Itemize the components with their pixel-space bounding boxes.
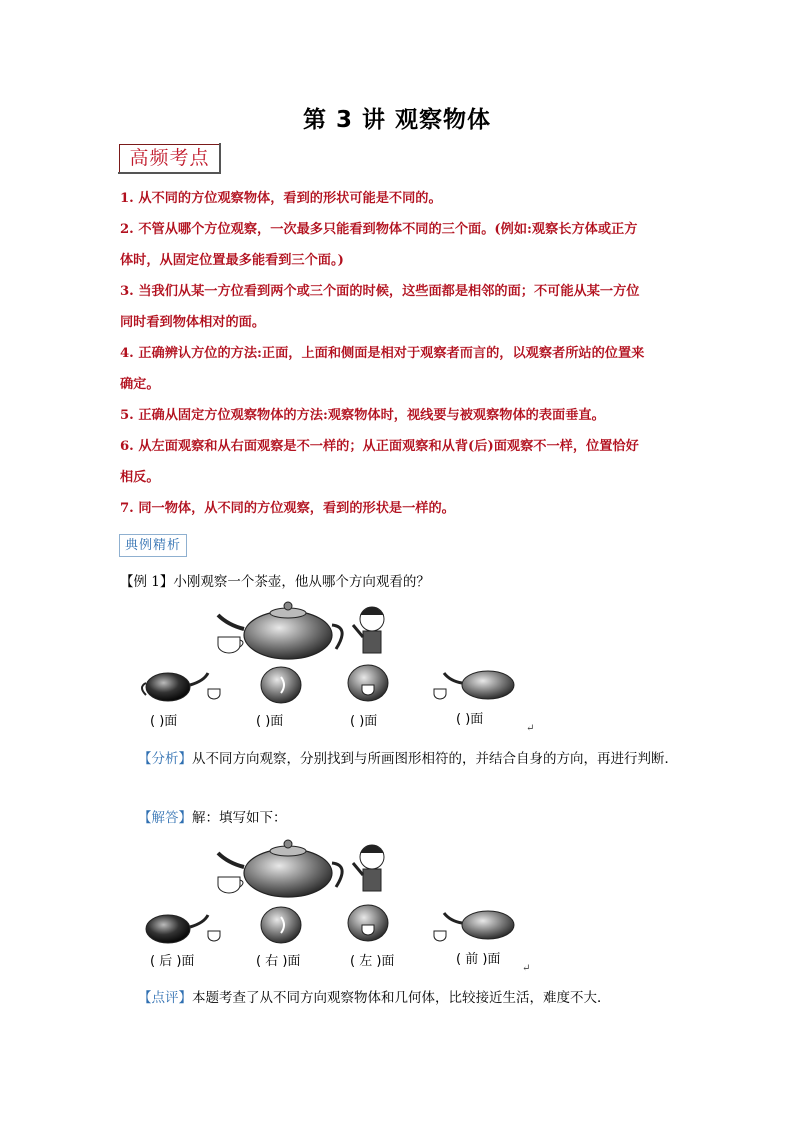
return-mark: ↵ <box>522 963 531 974</box>
point-line: 6. 从左面观察和从右面观察是不一样的；从正面观察和从背(后)面观察不一样，位置恰好 <box>120 439 639 454</box>
analysis-text: 从不同方向观察，分别找到与所画图形相符的，并结合自身的方向，再进行判断． <box>192 751 678 767</box>
example-question <box>120 570 430 590</box>
point-line: 4. 正确辨认方位的方法:正面，上面和侧面是相对于观察者而言的，以观察者所站的位置来 <box>120 346 645 361</box>
answer-label: ( 右 )面 <box>256 954 301 969</box>
teapot-question-figure <box>138 597 533 735</box>
blank-label: ( )面 <box>256 714 284 729</box>
view-back-icon <box>142 673 220 701</box>
blank-label: ( )面 <box>350 714 378 729</box>
answer-tag: 【解答】 <box>138 810 192 826</box>
boy-observer-icon <box>353 845 384 891</box>
teacup-icon <box>218 877 243 893</box>
analysis-tag: 【分析】 <box>138 751 192 767</box>
boy-observer-icon <box>353 607 384 653</box>
answer-label: ( 左 )面 <box>350 954 395 969</box>
example-label: 【例 1】 <box>120 574 174 590</box>
teacup-icon <box>218 637 243 653</box>
view-left-icon <box>348 905 388 941</box>
return-mark: ↵ <box>526 723 535 734</box>
answer-label: ( 前 )面 <box>456 952 501 967</box>
point-line: 5. 正确从固定方位观察物体的方法:观察物体时，视线要与被观察物体的表面垂直。 <box>120 408 605 423</box>
view-back-icon <box>146 915 220 943</box>
answer-text: 解：填写如下： <box>192 810 287 826</box>
point-line: 2. 不管从哪个方位观察，一次最多只能看到物体不同的三个面。(例如:观察长方体或正方 <box>120 222 638 237</box>
analysis-block <box>138 745 683 774</box>
review-block <box>138 986 611 1006</box>
view-front-icon <box>434 911 514 941</box>
point-line: 同时看到物体相对的面。 <box>120 315 266 330</box>
blank-label: ( )面 <box>150 714 178 729</box>
answer-block <box>138 806 287 826</box>
page-title: 第 3 讲 观察物体 <box>302 107 492 133</box>
point-line: 3. 当我们从某一方位看到两个或三个面的时候，这些面都是相邻的面；不可能从某一方位 <box>120 284 640 299</box>
view-front-icon <box>434 671 514 699</box>
key-points-list <box>120 183 680 524</box>
point-line: 相反。 <box>120 470 160 485</box>
answer-label: ( 后 )面 <box>150 954 195 969</box>
point-line: 体时，从固定位置最多能看到三个面。) <box>120 253 344 268</box>
point-line: 7. 同一物体，从不同的方位观察，看到的形状是一样的。 <box>120 501 455 516</box>
point-line: 1. 从不同的方位观察物体，看到的形状可能是不同的。 <box>120 191 442 206</box>
point-line: 确定。 <box>120 377 160 392</box>
section-badge-key-points: 高频考点 <box>119 144 220 173</box>
teapot-answer-figure <box>138 835 533 975</box>
blank-label: ( )面 <box>456 712 484 727</box>
review-text: 本题考查了从不同方向观察物体和几何体，比较接近生活，难度不大． <box>192 990 611 1006</box>
view-right-icon <box>261 667 301 703</box>
view-left-icon <box>348 665 388 701</box>
example-question-text: 小刚观察一个茶壶，他从哪个方向观看的？ <box>173 574 430 590</box>
view-right-icon <box>261 907 301 943</box>
section-badge-examples: 典例精析 <box>119 534 187 557</box>
review-tag: 【点评】 <box>138 990 192 1006</box>
